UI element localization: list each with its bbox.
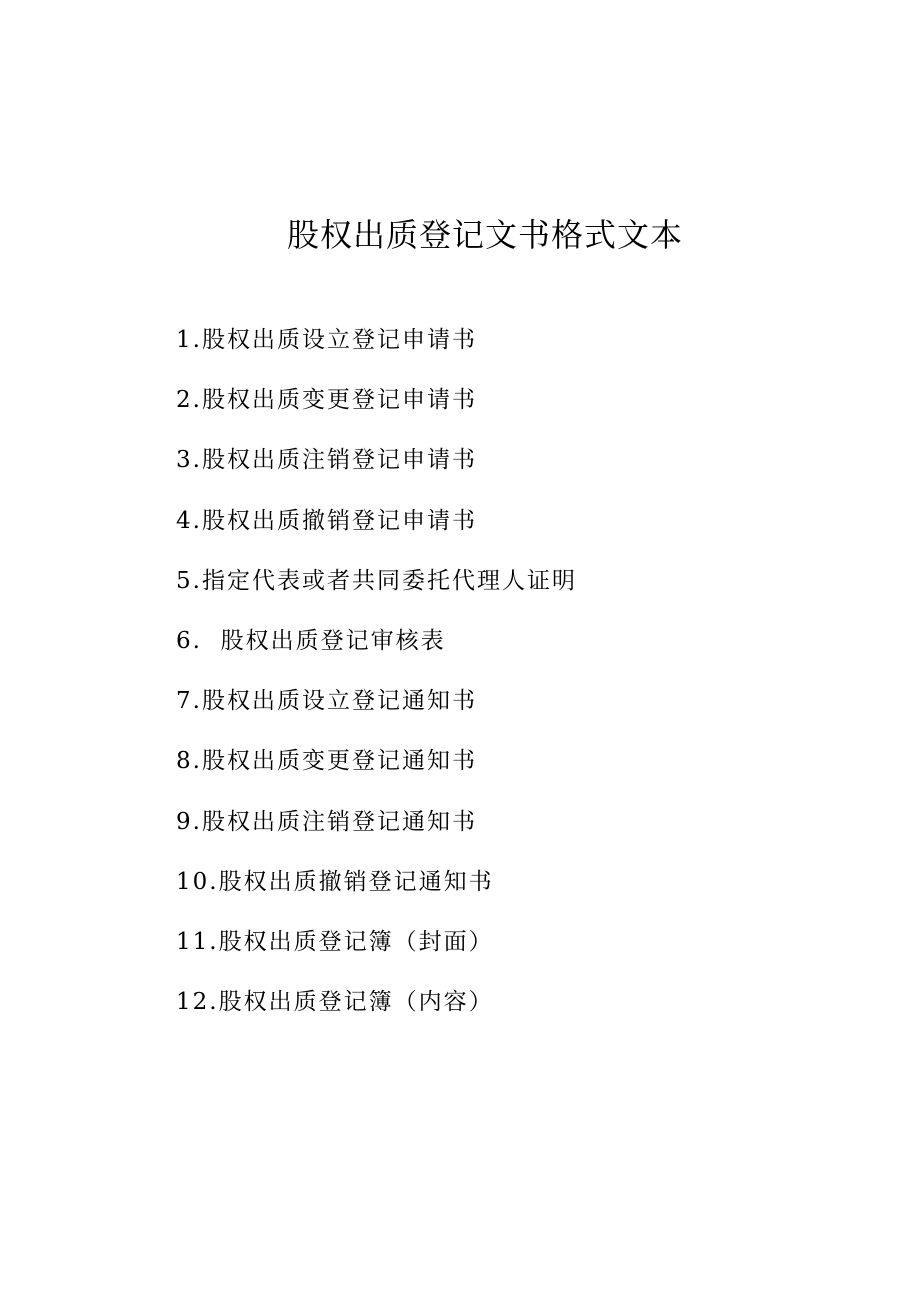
toc-list (176, 322, 577, 1044)
toc-item-7: 7.股权出质设立登记通知书 (176, 688, 477, 715)
toc-item-1: 1.股权出质设立登记申请书 (176, 327, 477, 353)
toc-item-8: 8.股权出质变更登记通知书 (176, 748, 477, 775)
toc-item-6: 6. 股权出质登记审核表 (176, 627, 446, 654)
toc-item-11: 11.股权出质登记簿（封面） (176, 928, 494, 955)
toc-item-10: 10.股权出质撤销登记通知书 (176, 868, 494, 895)
toc-item-3: 3.股权出质注销登记申请书 (176, 447, 477, 474)
toc-item-12: 12.股权出质登记簿（内容） (176, 989, 494, 1016)
toc-item-4: 4.股权出质撤销登记申请书 (176, 507, 477, 534)
toc-item-9: 9.股权出质注销登记通知书 (176, 808, 477, 835)
toc-item-2: 2.股权出质变更登记申请书 (176, 387, 477, 414)
document-title: 股权出质登记文书格式文本 (286, 216, 683, 254)
toc-item-5: 5.指定代表或者共同委托代理人证明 (176, 567, 577, 594)
